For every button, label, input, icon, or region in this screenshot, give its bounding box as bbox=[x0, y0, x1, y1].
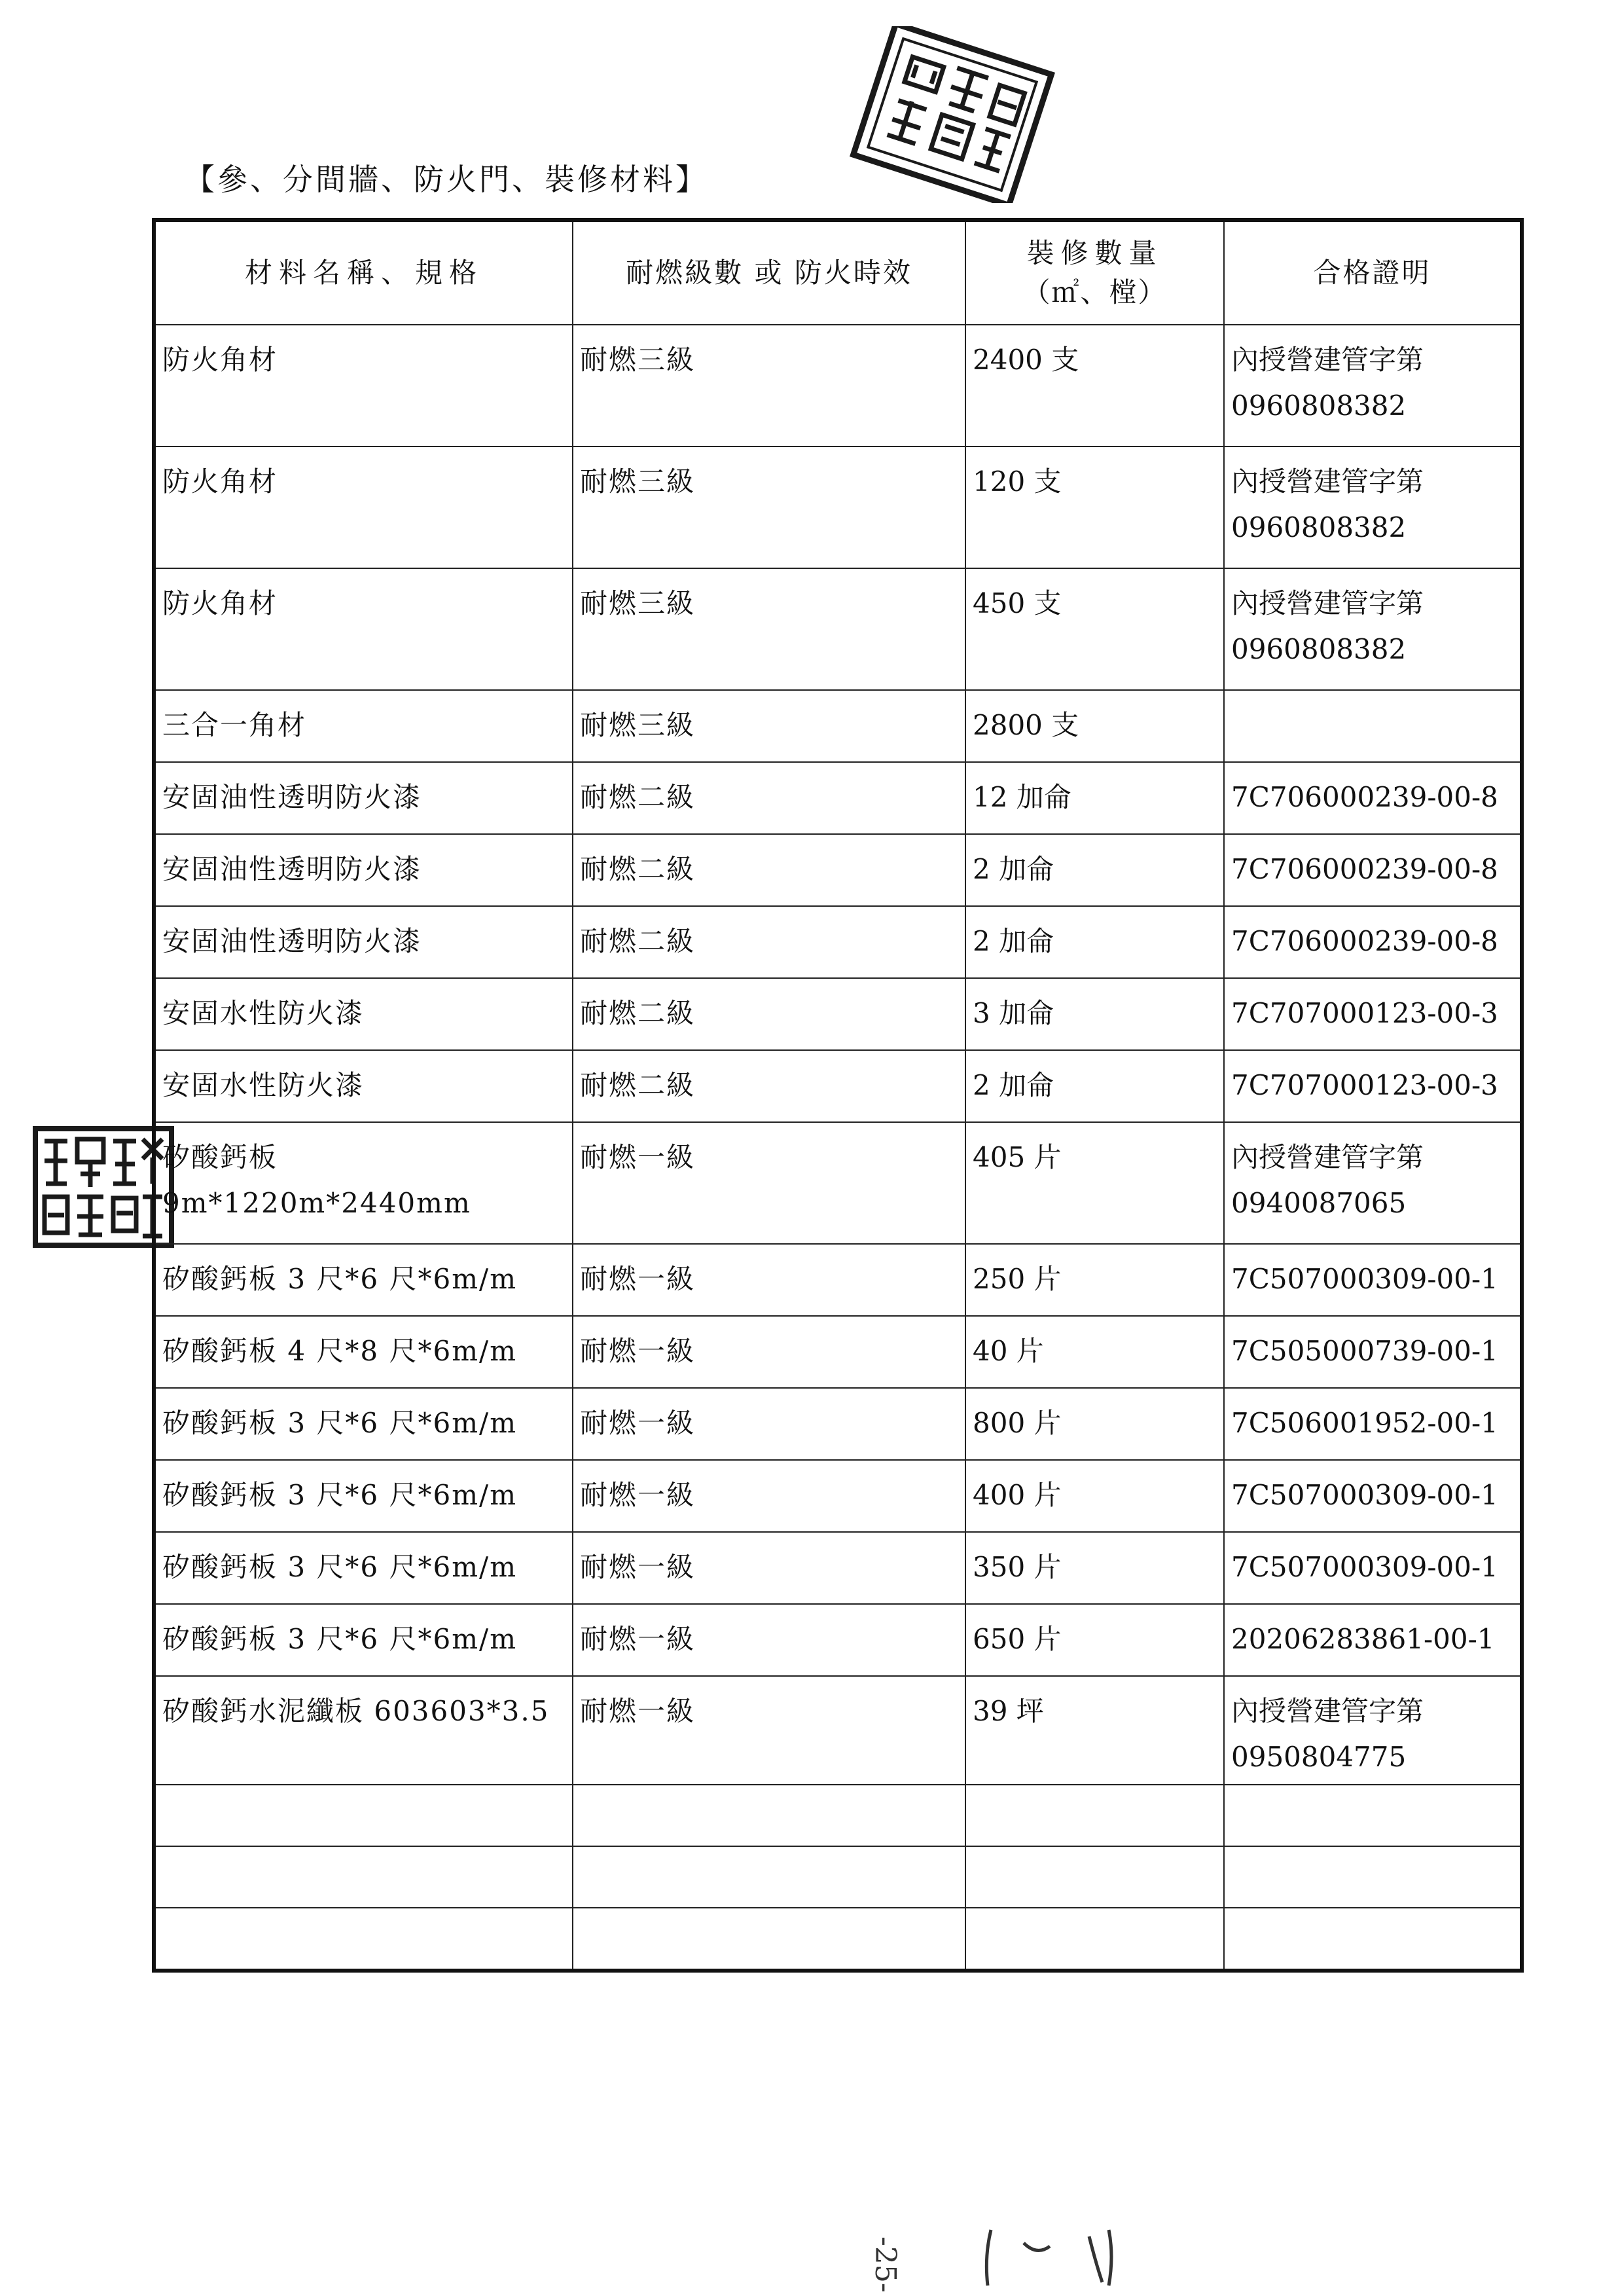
table-row bbox=[154, 1316, 1522, 1388]
cell-fire-grade: 耐燃一級 bbox=[573, 1676, 965, 1785]
cell-quantity: 250 片 bbox=[965, 1244, 1224, 1316]
cell-certificate: 7C707000123-00-3 bbox=[1224, 978, 1522, 1050]
cell-material-name: 安固水性防火漆 bbox=[154, 978, 573, 1050]
page-number-scribble bbox=[893, 2223, 1142, 2289]
cell-material-name: 矽酸鈣板 9m*1220m*2440mm bbox=[154, 1122, 573, 1244]
cell-certificate: 7C706000239-00-8 bbox=[1224, 762, 1522, 834]
cell-certificate: 7C507000309-00-1 bbox=[1224, 1532, 1522, 1604]
empty-cell bbox=[154, 1908, 573, 1971]
page-number: -25- bbox=[869, 2236, 902, 2293]
empty-cell bbox=[573, 1785, 965, 1846]
table-row bbox=[154, 978, 1522, 1050]
cell-material-name: 矽酸鈣板 3 尺*6 尺*6m/m bbox=[154, 1244, 573, 1316]
cell-material-name: 防火角材 bbox=[154, 568, 573, 690]
cell-fire-grade: 耐燃一級 bbox=[573, 1122, 965, 1244]
empty-cell bbox=[154, 1846, 573, 1908]
cell-material-name: 防火角材 bbox=[154, 325, 573, 446]
header-quantity-unit: （㎡、樘） bbox=[1022, 276, 1167, 308]
header-quantity bbox=[965, 220, 1224, 325]
cell-quantity: 12 加侖 bbox=[965, 762, 1224, 834]
materials-table bbox=[152, 218, 1524, 1973]
cell-material-name: 矽酸鈣板 4 尺*8 尺*6m/m bbox=[154, 1316, 573, 1388]
cell-material-name: 矽酸鈣板 3 尺*6 尺*6m/m bbox=[154, 1532, 573, 1604]
cell-material-name: 安固油性透明防火漆 bbox=[154, 834, 573, 906]
table-row bbox=[154, 325, 1522, 446]
table-row bbox=[154, 1460, 1522, 1532]
table-row bbox=[154, 1604, 1522, 1676]
cell-fire-grade: 耐燃三級 bbox=[573, 325, 965, 446]
cell-certificate: 內授營建管字第0960808382 bbox=[1224, 446, 1522, 568]
cell-certificate: 內授營建管字第0950804775 bbox=[1224, 1676, 1522, 1785]
cell-material-name: 矽酸鈣板 3 尺*6 尺*6m/m bbox=[154, 1604, 573, 1676]
empty-cell bbox=[1224, 1846, 1522, 1908]
empty-cell bbox=[154, 1785, 573, 1846]
empty-cell bbox=[965, 1908, 1224, 1971]
cell-material-name: 防火角材 bbox=[154, 446, 573, 568]
cell-certificate: 7C706000239-00-8 bbox=[1224, 834, 1522, 906]
table-row bbox=[154, 1050, 1522, 1122]
cell-quantity: 405 片 bbox=[965, 1122, 1224, 1244]
cell-material-name: 安固油性透明防火漆 bbox=[154, 762, 573, 834]
cell-certificate: 7C507000309-00-1 bbox=[1224, 1460, 1522, 1532]
cell-quantity: 40 片 bbox=[965, 1316, 1224, 1388]
cell-quantity: 120 支 bbox=[965, 446, 1224, 568]
cell-fire-grade: 耐燃三級 bbox=[573, 690, 965, 762]
cell-quantity: 400 片 bbox=[965, 1460, 1224, 1532]
cell-fire-grade: 耐燃一級 bbox=[573, 1460, 965, 1532]
cell-quantity: 39 坪 bbox=[965, 1676, 1224, 1785]
cell-certificate: 內授營建管字第0940087065 bbox=[1224, 1122, 1522, 1244]
header-certificate: 合格證明 bbox=[1224, 220, 1522, 325]
cell-fire-grade: 耐燃一級 bbox=[573, 1388, 965, 1460]
cell-certificate: 7C706000239-00-8 bbox=[1224, 906, 1522, 978]
table-header-row bbox=[154, 220, 1522, 325]
cell-fire-grade: 耐燃一級 bbox=[573, 1244, 965, 1316]
table-row bbox=[154, 1122, 1522, 1244]
cell-quantity: 2 加侖 bbox=[965, 1050, 1224, 1122]
cell-fire-grade: 耐燃三級 bbox=[573, 446, 965, 568]
cell-quantity: 800 片 bbox=[965, 1388, 1224, 1460]
header-material-name: 材料名稱、規格 bbox=[154, 220, 573, 325]
cell-fire-grade: 耐燃二級 bbox=[573, 834, 965, 906]
empty-table-row bbox=[154, 1785, 1522, 1846]
table-row bbox=[154, 1532, 1522, 1604]
table-row bbox=[154, 1244, 1522, 1316]
empty-cell bbox=[573, 1908, 965, 1971]
cell-material-name: 矽酸鈣板 3 尺*6 尺*6m/m bbox=[154, 1388, 573, 1460]
cell-quantity: 350 片 bbox=[965, 1532, 1224, 1604]
empty-cell bbox=[965, 1785, 1224, 1846]
cell-certificate: 內授營建管字第0960808382 bbox=[1224, 325, 1522, 446]
cell-fire-grade: 耐燃三級 bbox=[573, 568, 965, 690]
table-row bbox=[154, 762, 1522, 834]
cell-quantity: 2 加侖 bbox=[965, 834, 1224, 906]
cell-certificate bbox=[1224, 690, 1522, 762]
cell-fire-grade: 耐燃二級 bbox=[573, 978, 965, 1050]
table-row bbox=[154, 690, 1522, 762]
cell-fire-grade: 耐燃一級 bbox=[573, 1604, 965, 1676]
section-heading: 【參、分間牆、防火門、裝修材料】 bbox=[185, 162, 708, 197]
table-row bbox=[154, 834, 1522, 906]
cell-material-name: 安固水性防火漆 bbox=[154, 1050, 573, 1122]
cell-material-name: 矽酸鈣水泥纖板 603603*3.5 bbox=[154, 1676, 573, 1785]
cell-certificate: 內授營建管字第0960808382 bbox=[1224, 568, 1522, 690]
table-row bbox=[154, 446, 1522, 568]
official-seal-stamp bbox=[844, 26, 1060, 203]
table-row bbox=[154, 906, 1522, 978]
cell-quantity: 450 支 bbox=[965, 568, 1224, 690]
cell-fire-grade: 耐燃二級 bbox=[573, 1050, 965, 1122]
cell-fire-grade: 耐燃二級 bbox=[573, 762, 965, 834]
cell-quantity: 2800 支 bbox=[965, 690, 1224, 762]
cell-fire-grade: 耐燃二級 bbox=[573, 906, 965, 978]
cell-material-name: 安固油性透明防火漆 bbox=[154, 906, 573, 978]
cell-material-name: 三合一角材 bbox=[154, 690, 573, 762]
cell-certificate: 7C707000123-00-3 bbox=[1224, 1050, 1522, 1122]
cell-certificate: 7C507000309-00-1 bbox=[1224, 1244, 1522, 1316]
cell-certificate: 20206283861-00-1 bbox=[1224, 1604, 1522, 1676]
table-row bbox=[154, 1388, 1522, 1460]
cell-quantity: 3 加侖 bbox=[965, 978, 1224, 1050]
empty-cell bbox=[1224, 1785, 1522, 1846]
cell-certificate: 7C506001952-00-1 bbox=[1224, 1388, 1522, 1460]
cell-quantity: 650 片 bbox=[965, 1604, 1224, 1676]
empty-cell bbox=[573, 1846, 965, 1908]
empty-table-row bbox=[154, 1908, 1522, 1971]
empty-table-row bbox=[154, 1846, 1522, 1908]
cell-material-name: 矽酸鈣板 3 尺*6 尺*6m/m bbox=[154, 1460, 573, 1532]
cell-quantity: 2 加侖 bbox=[965, 906, 1224, 978]
header-quantity-label: 裝修數量 bbox=[1026, 237, 1163, 269]
empty-cell bbox=[1224, 1908, 1522, 1971]
cell-fire-grade: 耐燃一級 bbox=[573, 1316, 965, 1388]
empty-cell bbox=[965, 1846, 1224, 1908]
table-row bbox=[154, 568, 1522, 690]
cell-certificate: 7C505000739-00-1 bbox=[1224, 1316, 1522, 1388]
cell-fire-grade: 耐燃一級 bbox=[573, 1532, 965, 1604]
header-fire-rating: 耐燃級數 或 防火時效 bbox=[573, 220, 965, 325]
table-row bbox=[154, 1676, 1522, 1785]
cell-quantity: 2400 支 bbox=[965, 325, 1224, 446]
